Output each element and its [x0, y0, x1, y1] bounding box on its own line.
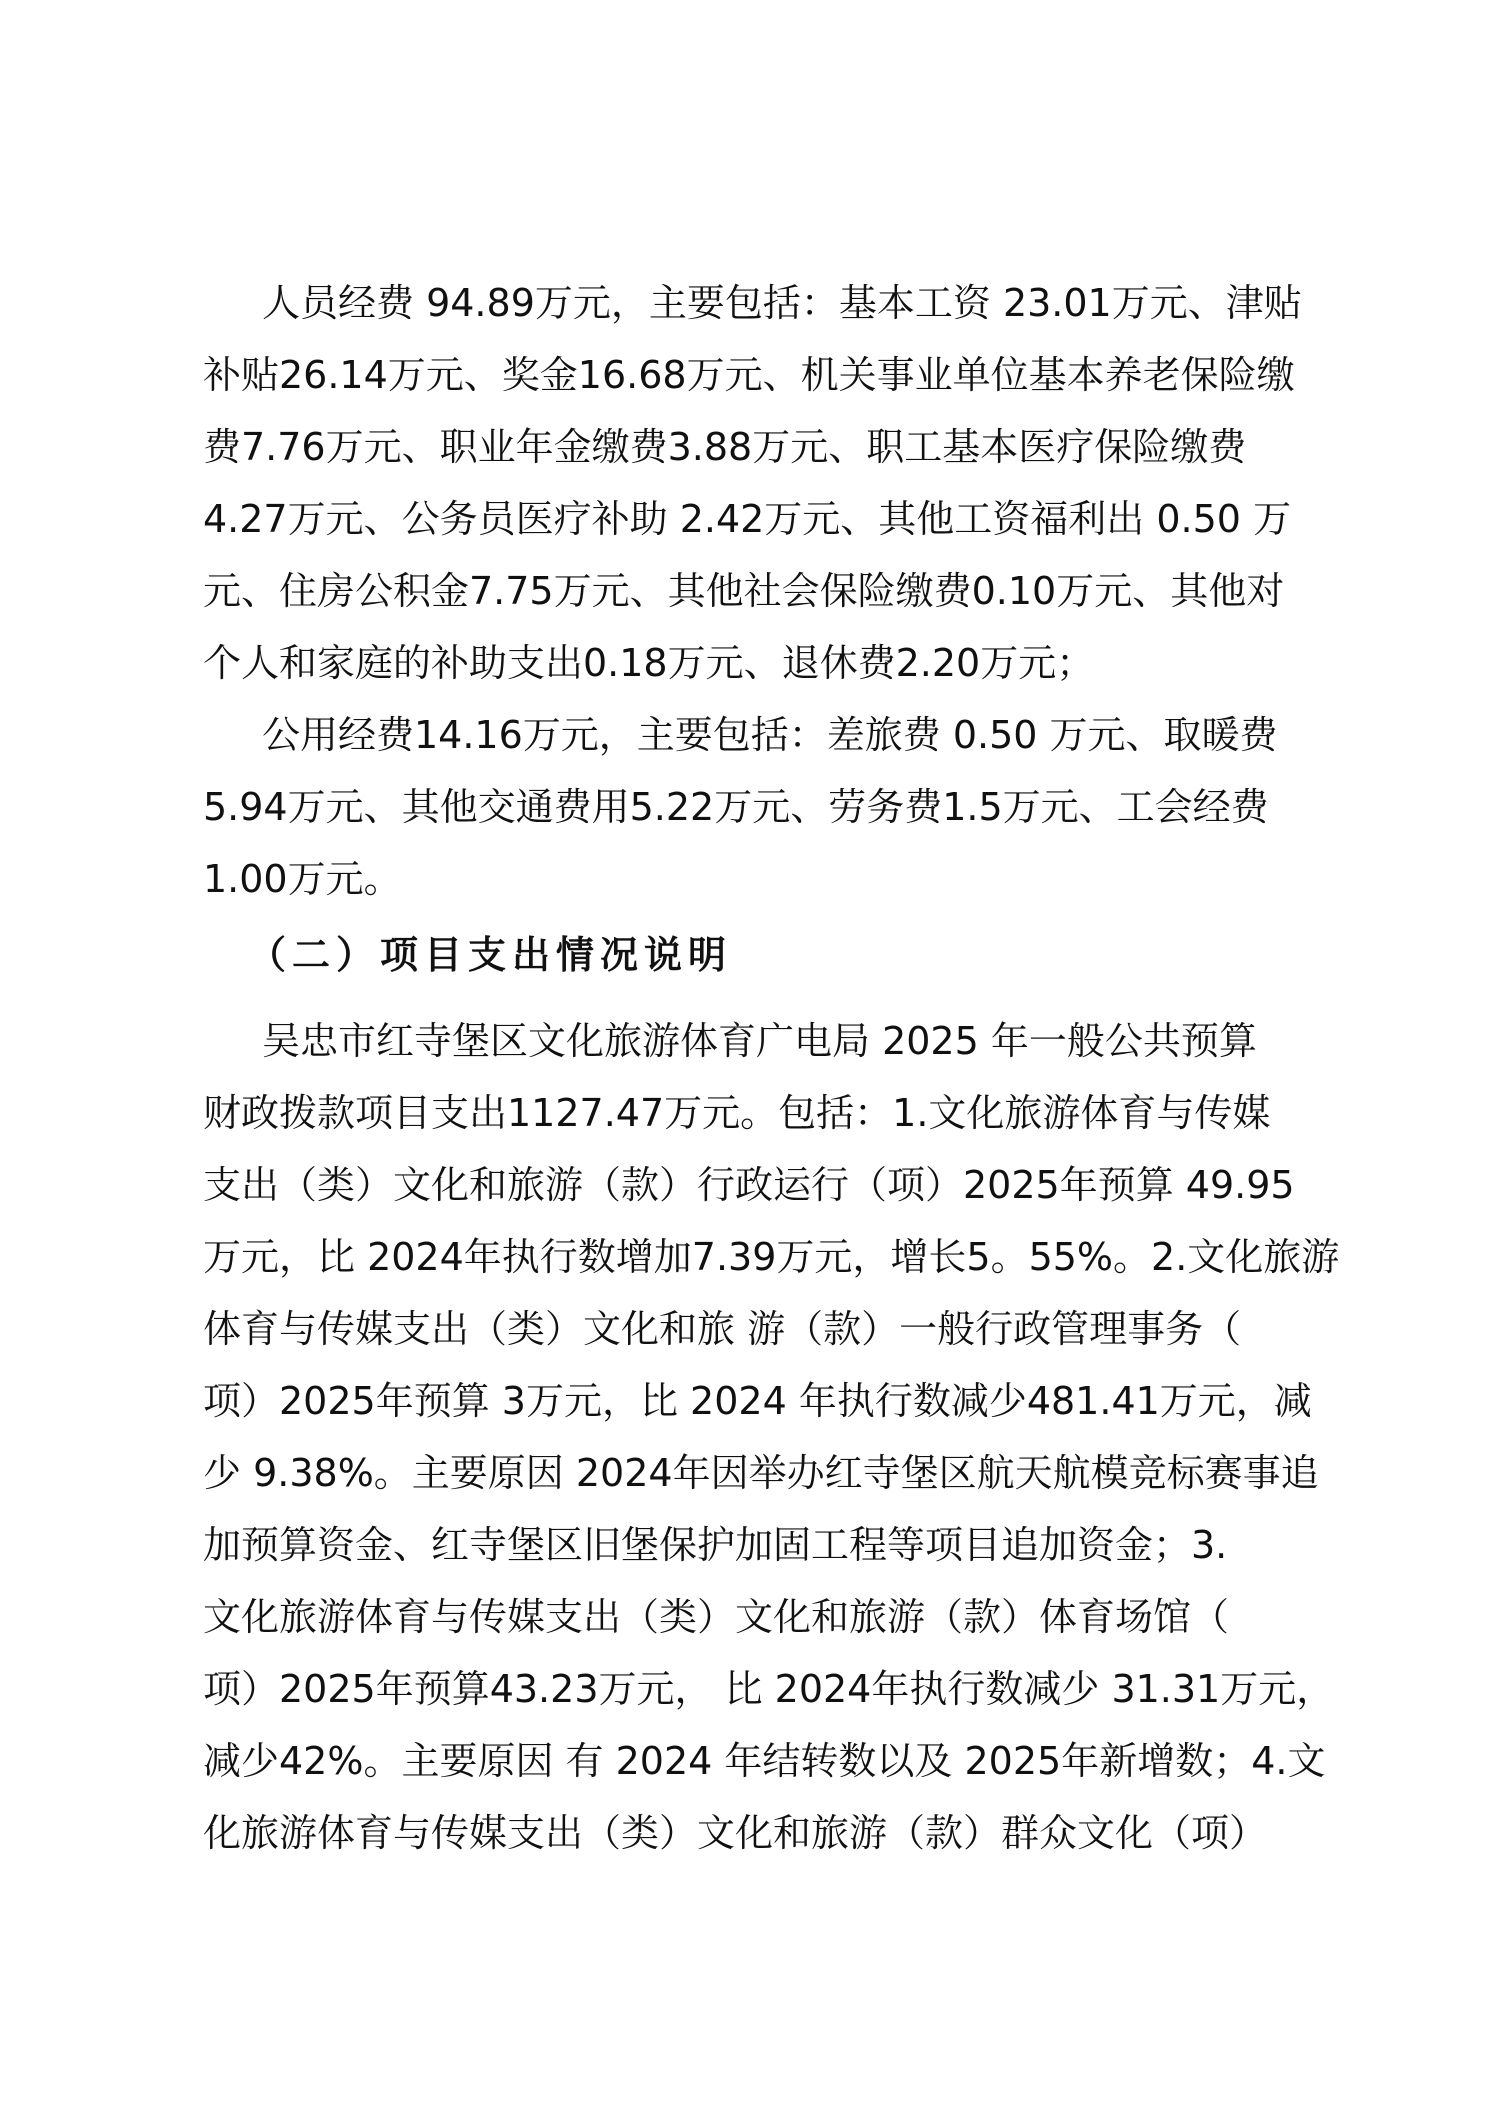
project-line-7: 少 9.38%。主要原因 2024年因举办红寺堡区航天航模竞标赛事追	[203, 1451, 1319, 1495]
personnel-line-6: 个人和家庭的补助支出0.18万元、退休费2.20万元；	[203, 641, 1095, 685]
project-line-10: 项）2025年预算43.23万元， 比 2024年执行数减少 31.31万元，	[203, 1667, 1335, 1711]
project-line-3: 支出（类）文化和旅游（款）行政运行（项）2025年预算 49.95	[203, 1163, 1295, 1207]
personnel-line-1: 人员经费 94.89万元，主要包括：基本工资 23.01万元、津贴	[262, 281, 1302, 325]
project-line-6: 项）2025年预算 3万元，比 2024 年执行数减少481.41万元，减	[203, 1379, 1312, 1423]
personnel-line-5: 元、住房公积金7.75万元、其他社会保险缴费0.10万元、其他对	[203, 569, 1285, 613]
project-line-8: 加预算资金、红寺堡区旧堡保护加固工程等项目追加资金；3.	[203, 1523, 1228, 1567]
personnel-line-3: 费7.76万元、职业年金缴费3.88万元、职工基本医疗保险缴费	[203, 425, 1247, 469]
project-line-1: 吴忠市红寺堡区文化旅游体育广电局 2025 年一般公共预算	[262, 1019, 1257, 1063]
project-line-11: 减少42%。主要原因 有 2024 年结转数以及 2025年新增数；4.文	[203, 1739, 1326, 1783]
section-heading: （二）项目支出情况说明	[248, 933, 733, 977]
project-line-9: 文化旅游体育与传媒支出（类）文化和旅游（款）体育场馆（	[203, 1595, 1230, 1639]
project-line-2: 财政拨款项目支出1127.47万元。包括：1.文化旅游体育与传媒	[203, 1091, 1271, 1135]
personnel-line-4: 4.27万元、公务员医疗补助 2.42万元、其他工资福利出 0.50 万	[203, 497, 1292, 541]
project-line-4: 万元，比 2024年执行数增加7.39万元，增长5。55%。2.文化旅游	[203, 1235, 1340, 1279]
public-line-3: 1.00万元。	[203, 857, 402, 901]
personnel-line-2: 补贴26.14万元、奖金16.68万元、机关事业单位基本养老保险缴	[203, 353, 1295, 397]
project-line-12: 化旅游体育与传媒支出（类）文化和旅游（款）群众文化（项）	[203, 1811, 1268, 1855]
public-line-1: 公用经费14.16万元，主要包括：差旅费 0.50 万元、取暖费	[262, 713, 1278, 757]
project-line-5: 体育与传媒支出（类）文化和旅 游（款）一般行政管理事务（	[203, 1307, 1242, 1351]
public-line-2: 5.94万元、其他交通费用5.22万元、劳务费1.5万元、工会经费	[203, 785, 1269, 829]
